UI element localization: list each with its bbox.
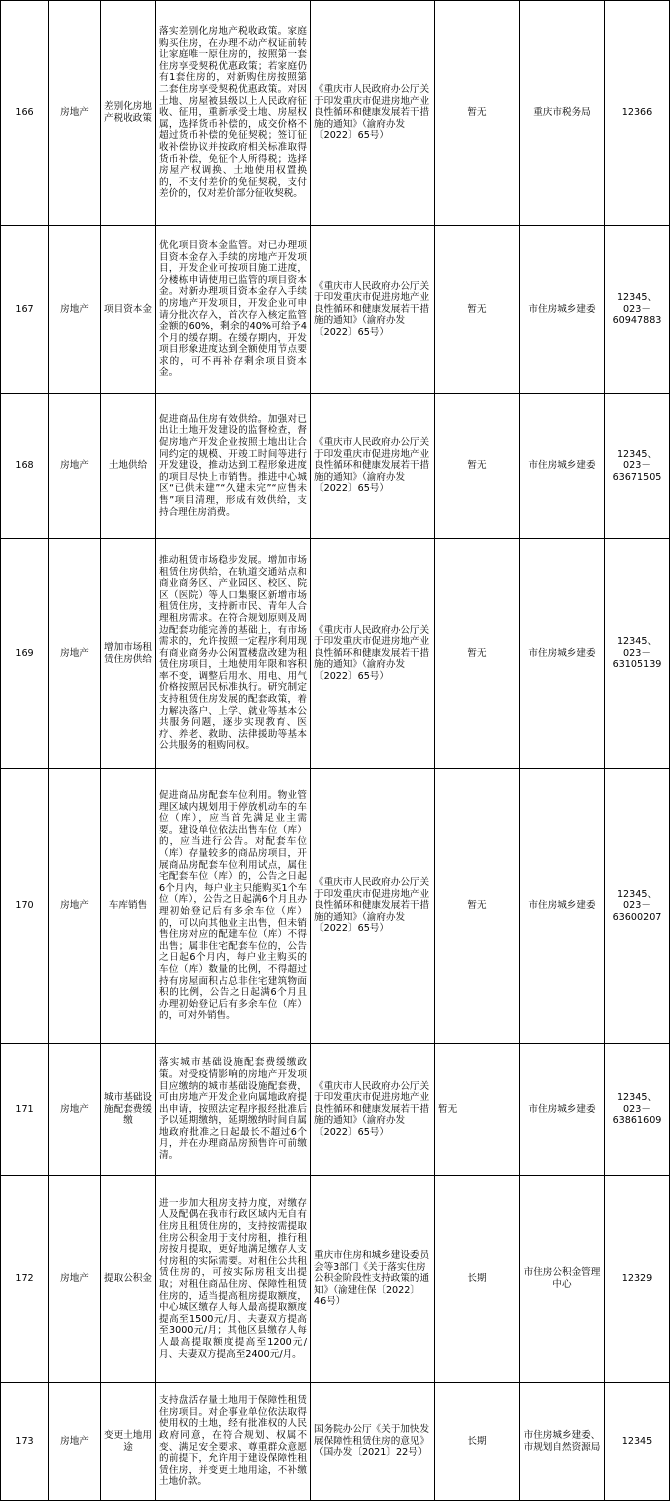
content-cell: 促进商品住房有效供给。加强对已出让土地开发建设的监督检查，督促房地产开发企业按照土地出让合同约定的规模、开竣工时间等进行开发建设，推动达到工程形象进度的项目尽快上市销售。推进中心城区“已供未建”“久建未完”“应售未售”项目清理，形成有效供给，支持合理住房消费。 <box>156 394 311 539</box>
table-row <box>1 1176 670 1383</box>
item-cell: 变更土地用途 <box>101 1383 156 1501</box>
content-cell: 落实城市基础设施配套费缓缴政策。对受疫情影响的房地产开发项目应缴纳的城市基础设施配套费，可由房地产开发企业向属地政府提出申请，按照法定程序报经批准后予以延期缴纳，延期缴纳时间自属地政府批准之日起最长不超过6个月，并在办理商品房预售许可前缴清。 <box>156 1044 311 1176</box>
item-cell: 提取公积金 <box>101 1176 156 1383</box>
department-cell: 市住房城乡建委、市规划自然资源局 <box>520 1383 605 1501</box>
table-row <box>1 1383 670 1501</box>
field-cell: 房地产 <box>49 1176 101 1383</box>
item-cell: 车库销售 <box>101 769 156 1044</box>
content-cell: 落实差别化房地产税收政策。家庭购买住房，在办理不动产权证前转让家庭唯一原住房的，按照第一套住房享受契税优惠政策；若家庭仍有1套住房的，对新购住房按照第二套住房享受契税优惠政策。对因土地、房屋被县级以上人民政府征收、征用，重新承受土地、房屋权属，选择货币补偿的，成交价格不超过货币补偿的免征契税；签订征收补偿协议并按政府相关标准取得货币补偿，免征个人所得税；选择房屋产权调换、土地使用权置换的，不支付差价的免征契税，支付差价的，仅对差价部分征收契税。 <box>156 1 311 226</box>
basis-cell: 《重庆市人民政府办公厅关于印发重庆市促进房地产业良性循环和健康发展若干措施的通知》（渝府办发〔2022〕65号） <box>311 539 435 769</box>
content-cell: 进一步加大租房支持力度，对缴存人及配偶在我市行政区域内无自有住房且租赁住房的，支持按需提取住房公积金用于支付房租，推行租房按月提取，更好地满足缴存人支付房租的实际需要。对租住公共租赁住房的，可按实际房租支出提取；对租住商品住房、保障性租赁住房的，适当提高租房提取额度，中心城区缴存人每人最高提取额度提高至1500元/月、夫妻双方提高至3000元/月；其他区县缴存人每人最高提取额度提高至1200元/月、夫妻双方提高至2400元/月。 <box>156 1176 311 1383</box>
department-cell: 市住房城乡建委 <box>520 539 605 769</box>
basis-cell: 《重庆市人民政府办公厅关于印发重庆市促进房地产业良性循环和健康发展若干措施的通知》（渝府办发〔2022〕65号） <box>311 226 435 394</box>
department-cell: 市住房城乡建委 <box>520 1044 605 1176</box>
basis-cell: 《重庆市人民政府办公厅关于印发重庆市促进房地产业良性循环和健康发展若干措施的通知》（渝府办发〔2022〕65号） <box>311 769 435 1044</box>
basis-cell: 重庆市住房和城乡建设委员会等3部门《关于落实住房公积金阶段性支持政策的通知》（渝建住保〔2022〕46号） <box>311 1176 435 1383</box>
period-cell: 暂无 <box>435 539 520 769</box>
content-cell: 支持盘活存量土地用于保障性租赁住房项目。对企事业单位依法取得使用权的土地，经有批准权的人民政府同意，在符合规划、权属不变、满足安全要求、尊重群众意愿的前提下，允许用于建设保障性租赁住房，并变更土地用途，不补缴土地价款。 <box>156 1383 311 1501</box>
phone-cell: 12345 <box>605 1383 670 1501</box>
table-row <box>1 394 670 539</box>
period-cell: 暂无 <box>435 769 520 1044</box>
field-cell: 房地产 <box>49 539 101 769</box>
department-cell: 重庆市税务局 <box>520 1 605 226</box>
phone-cell: 12345、023－63600207 <box>605 769 670 1044</box>
period-cell: 暂无 <box>435 1 520 226</box>
field-cell: 房地产 <box>49 769 101 1044</box>
field-cell: 房地产 <box>49 394 101 539</box>
row-number: 172 <box>1 1176 49 1383</box>
phone-cell: 12366 <box>605 1 670 226</box>
phone-cell: 12345、023－60947883 <box>605 226 670 394</box>
row-number: 171 <box>1 1044 49 1176</box>
phone-cell: 12345、023－63861609 <box>605 1044 670 1176</box>
item-cell: 增加市场租赁住房供给 <box>101 539 156 769</box>
department-cell: 市住房城乡建委 <box>520 394 605 539</box>
field-cell: 房地产 <box>49 1383 101 1501</box>
item-cell: 城市基础设施配套费缓缴 <box>101 1044 156 1176</box>
phone-cell: 12345、023－63671505 <box>605 394 670 539</box>
department-cell: 市住房城乡建委 <box>520 769 605 1044</box>
table-row <box>1 226 670 394</box>
department-cell: 市住房公积金管理中心 <box>520 1176 605 1383</box>
content-cell: 优化项目资本金监管。对已办理项目资本金存入手续的房地产开发项目，开发企业可按项目施工进度，分楼栋申请使用已监管的项目资本金。对新办理项目资本金存入手续的房地产开发项目，开发企业可申请分批次存入，首次存入核定监管金额的60%，剩余的40%可给予4个月的缓存期。在缓存期内，开发项目形象进度达到全额使用节点要求的，可不再补存剩余项目资本金。 <box>156 226 311 394</box>
row-number: 170 <box>1 769 49 1044</box>
phone-cell: 12345、023－63105139 <box>605 539 670 769</box>
row-number: 167 <box>1 226 49 394</box>
period-cell: 暂无 <box>435 394 520 539</box>
item-cell: 土地供给 <box>101 394 156 539</box>
table-row <box>1 539 670 769</box>
field-cell: 房地产 <box>49 226 101 394</box>
row-number: 169 <box>1 539 49 769</box>
phone-cell: 12329 <box>605 1176 670 1383</box>
basis-cell: 《重庆市人民政府办公厅关于印发重庆市促进房地产业良性循环和健康发展若干措施的通知》（渝府办发〔2022〕65号） <box>311 394 435 539</box>
table-row <box>1 769 670 1044</box>
content-cell: 促进商品房配套车位利用。物业管理区域内规划用于停放机动车的车位（库），应当首先满足业主需要。建设单位依法出售车位（库）的，应当进行公告。对配套车位（库）存量较多的商品房项目，开展商品房配套车位利用试点，属住宅配套车位（库）的，公告之日起6个月内，每户业主只能购买1个车位（库），公告之日起满6个月且办理初始登记后有多余车位（库）的，可以向其他业主出售，但未销售住房对应的配建车位（库）不得出售；属非住宅配套车位的，公告之日起6个月内，每户业主购买的车位（库）数量的比例，不得超过持有房屋面积占总非住宅建筑物面积的比例，公告之日起满6个月且办理初始登记后有多余车位（库）的，可对外销售。 <box>156 769 311 1044</box>
basis-cell: 国务院办公厅《关于加快发展保障性租赁住房的意见》（国办发〔2021〕22号） <box>311 1383 435 1501</box>
period-cell: 长期 <box>435 1176 520 1383</box>
table-row <box>1 1 670 226</box>
basis-cell: 《重庆市人民政府办公厅关于印发重庆市促进房地产业良性循环和健康发展若干措施的通知》（渝府办发〔2022〕65号） <box>311 1 435 226</box>
item-cell: 项目资本金 <box>101 226 156 394</box>
row-number: 173 <box>1 1383 49 1501</box>
row-number: 168 <box>1 394 49 539</box>
table-row <box>1 1044 670 1176</box>
item-cell: 差别化房地产税收政策 <box>101 1 156 226</box>
period-cell: 暂无 <box>435 226 520 394</box>
basis-cell: 《重庆市人民政府办公厅关于印发重庆市促进房地产业良性循环和健康发展若干措施的通知》（渝府办发〔2022〕65号） <box>311 1044 435 1176</box>
department-cell: 市住房城乡建委 <box>520 226 605 394</box>
content-cell: 推动租赁市场稳步发展。增加市场租赁住房供给，在轨道交通站点和商业商务区、产业园区、校区、院区（医院）等人口集聚区新增市场租赁住房，支持新市民、青年人合理租房需求。在符合规划原则及周边配套功能完善的基础上，有市场需求的，允许按照一定程序利用现有商业商务办公闲置楼盘改建为租赁住房项目，土地使用年限和容积率不变，调整后用水、用电、用气价格按照居民标准执行。研究制定支持租赁住房发展的配套政策，着力解决落户、上学、就业等基本公共服务问题，逐步实现教育、医疗、养老、救助、法律援助等基本公共服务的租购同权。 <box>156 539 311 769</box>
field-cell: 房地产 <box>49 1044 101 1176</box>
period-cell: 暂无 <box>435 1044 520 1176</box>
field-cell: 房地产 <box>49 1 101 226</box>
period-cell: 长期 <box>435 1383 520 1501</box>
row-number: 166 <box>1 1 49 226</box>
